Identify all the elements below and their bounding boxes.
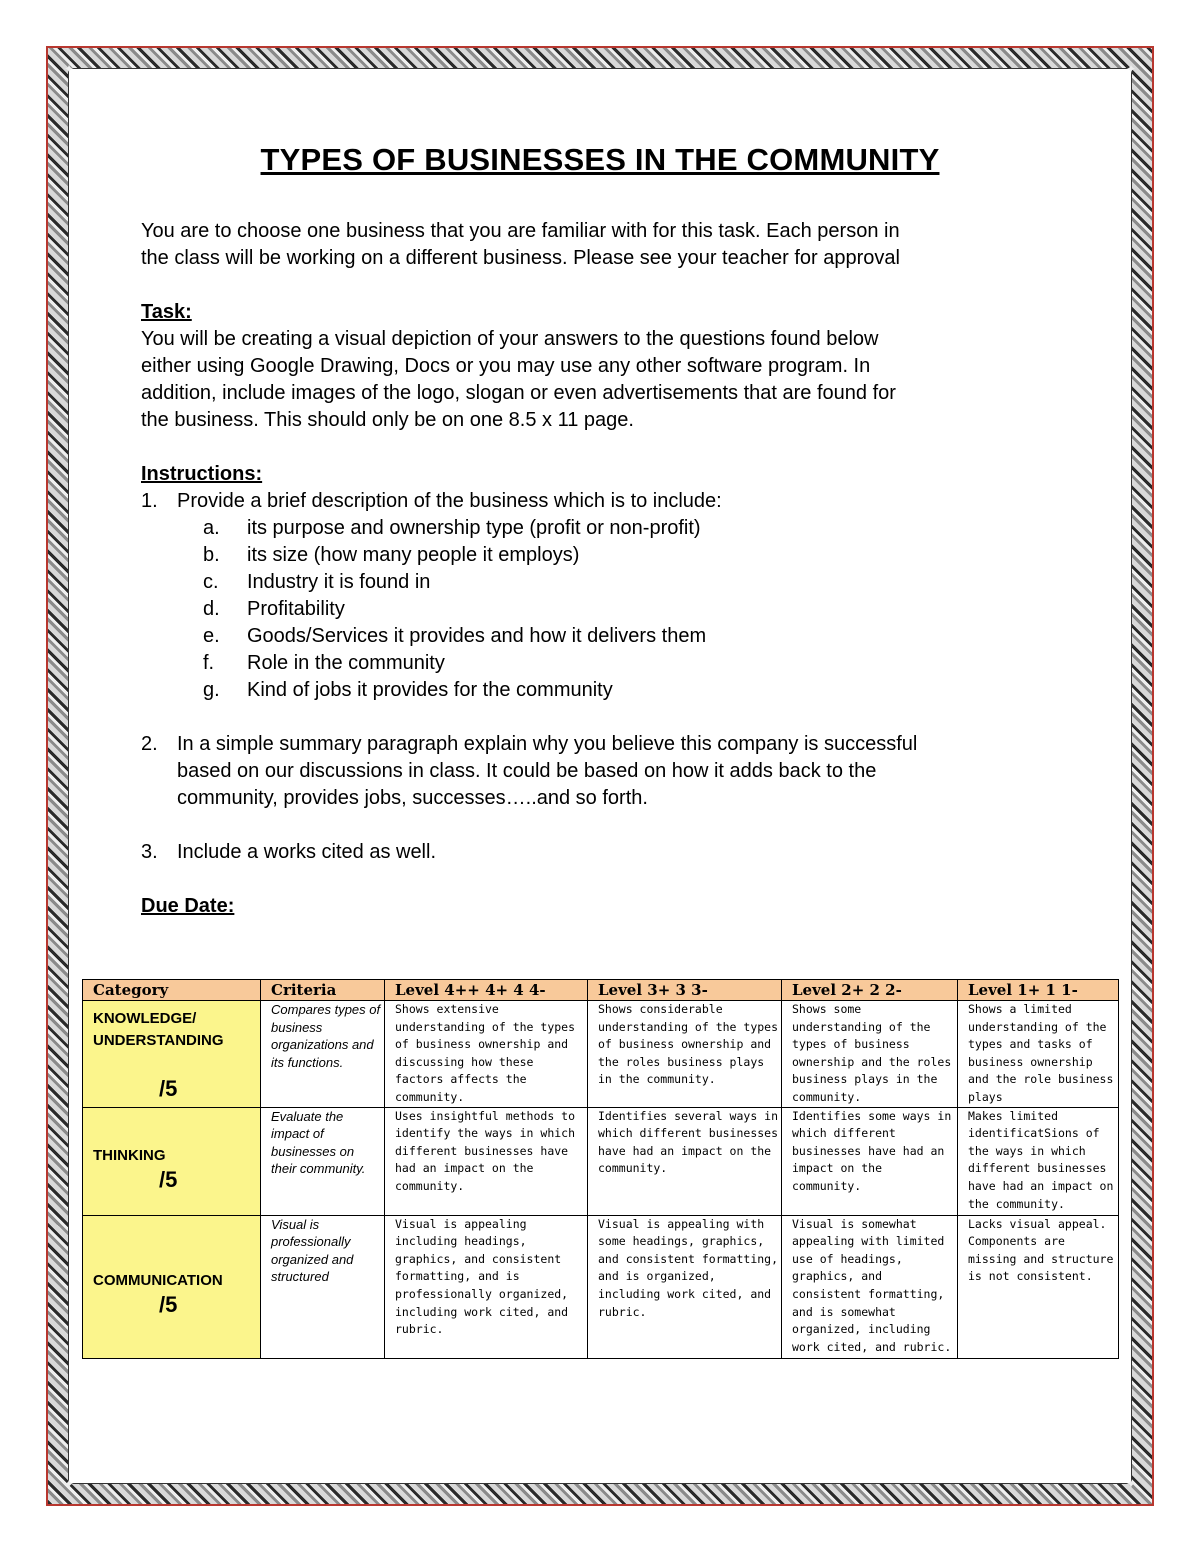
rubric-header-cell: Level 3+ 3 3- bbox=[588, 980, 782, 1001]
intro-line: You are to choose one business that you are familiar with for this task. Each person in bbox=[141, 220, 900, 242]
rubric-row bbox=[83, 1107, 1119, 1215]
rubric-level-cell: Shows some understanding of the types of business ownership and the roles business plays in the community. bbox=[782, 1001, 958, 1108]
item-text: Include a works cited as well. bbox=[177, 841, 437, 863]
rubric-level-cell: Visual is somewhat appealing with limited use of headings, graphics, and consistent formatting, and is somewhat organized, including work cited, and rubric. bbox=[782, 1215, 958, 1358]
sub-item bbox=[141, 623, 1071, 650]
rubric-level-cell: Identifies several ways in which different businesses have had an impact on the community. bbox=[588, 1107, 782, 1215]
sub-item bbox=[141, 569, 1071, 596]
rubric-header-cell: Level 1+ 1 1- bbox=[958, 980, 1119, 1001]
sub-item-text: its size (how many people it employs) bbox=[247, 544, 580, 566]
rubric-category-cell bbox=[83, 1001, 261, 1108]
rubric-level-cell: Shows a limited understanding of the types and tasks of business ownership and the role business plays bbox=[958, 1001, 1119, 1108]
category-name: KNOWLEDGE/ bbox=[93, 1010, 197, 1027]
sub-item bbox=[141, 515, 1071, 542]
rubric-row bbox=[83, 1215, 1119, 1358]
item-text: Provide a brief description of the business which is to include: bbox=[177, 490, 722, 512]
sub-item bbox=[141, 677, 1071, 704]
category-name: UNDERSTANDING bbox=[93, 1032, 224, 1049]
rubric-header-cell: Level 2+ 2 2- bbox=[782, 980, 958, 1001]
intro-line: the class will be working on a different business. Please see your teacher for approval bbox=[141, 247, 900, 269]
sub-item-letter: c. bbox=[203, 571, 219, 593]
rubric-criteria-cell: Compares types of business organizations and its functions. bbox=[261, 1001, 385, 1108]
instruction-item bbox=[141, 839, 1071, 866]
sub-item bbox=[141, 542, 1071, 569]
corner-ornament-icon: ✦ bbox=[63, 1477, 75, 1491]
instruction-item bbox=[141, 488, 1071, 515]
instructions-heading: Instructions: bbox=[141, 463, 263, 485]
rubric-level-cell: Shows extensive understanding of the types of business ownership and discussing how these factors affects the community. bbox=[385, 1001, 588, 1108]
item-text-line: community, provides jobs, successes…..and so forth. bbox=[177, 787, 648, 809]
sub-item-text: Kind of jobs it provides for the community bbox=[247, 679, 613, 701]
task-line: addition, include images of the logo, slogan or even advertisements that are found for bbox=[141, 382, 896, 404]
category-score: /5 bbox=[159, 1166, 178, 1192]
task-line: You will be creating a visual depiction of your answers to the questions found below bbox=[141, 328, 879, 350]
rubric-header-cell: Criteria bbox=[261, 980, 385, 1001]
corner-ornament-icon: ✦ bbox=[1125, 1477, 1137, 1491]
sub-item-text: Industry it is found in bbox=[247, 571, 431, 593]
rubric-category-cell bbox=[83, 1107, 261, 1215]
category-score: /5 bbox=[159, 1291, 178, 1317]
due-date-heading: Due Date: bbox=[141, 895, 235, 917]
rubric-header-row bbox=[83, 980, 1119, 1001]
sub-item-text: Profitability bbox=[247, 598, 345, 620]
sub-item-letter: b. bbox=[203, 544, 220, 566]
sub-item-text: Role in the community bbox=[247, 652, 445, 674]
category-name: THINKING bbox=[93, 1146, 166, 1164]
rubric-criteria-cell: Visual is professionally organized and structured bbox=[261, 1215, 385, 1358]
rubric-level-cell: Visual is appealing with some headings, graphics, and consistent formatting, and is organized, including work cited, and rubric. bbox=[588, 1215, 782, 1358]
item-number: 2. bbox=[141, 733, 158, 755]
category-name: COMMUNICATION bbox=[93, 1271, 223, 1289]
sub-item-letter: f. bbox=[203, 652, 215, 674]
instruction-item bbox=[141, 731, 1071, 812]
document-title: TYPES OF BUSINESSES IN THE COMMUNITY bbox=[260, 142, 940, 177]
rubric-level-cell: Makes limited identificatSions of the ways in which different businesses have had an impact on the community. bbox=[958, 1107, 1119, 1215]
item-number: 1. bbox=[141, 490, 158, 512]
rubric-level-cell: Uses insightful methods to identify the ways in which different businesses have had an impact on the community. bbox=[385, 1107, 588, 1215]
item-number: 3. bbox=[141, 841, 158, 863]
item-text-line: In a simple summary paragraph explain why you believe this company is successful bbox=[177, 733, 918, 755]
sub-item bbox=[141, 650, 1071, 677]
corner-ornament-icon: ✦ bbox=[1125, 62, 1137, 76]
sub-item-text: its purpose and ownership type (profit or non-profit) bbox=[247, 517, 701, 539]
task-heading: Task: bbox=[141, 301, 192, 323]
task-line: the business. This should only be on one 8.5 x 11 page. bbox=[141, 409, 634, 431]
rubric-level-cell: Identifies some ways in which different businesses have had an impact on the community. bbox=[782, 1107, 958, 1215]
rubric-table bbox=[82, 979, 1119, 1359]
rubric-row bbox=[83, 1001, 1119, 1108]
rubric-level-cell: Visual is appealing including headings, graphics, and consistent formatting, and is professionally organized, including work cited, and rubric. bbox=[385, 1215, 588, 1358]
corner-ornament-icon: ✦ bbox=[63, 62, 75, 76]
item-text-line: based on our discussions in class. It could be based on how it adds back to the bbox=[177, 760, 877, 782]
rubric-header-cell: Category bbox=[83, 980, 261, 1001]
rubric-criteria-cell: Evaluate the impact of businesses on their community. bbox=[261, 1107, 385, 1215]
rubric-level-cell: Lacks visual appeal. Components are missing and structure is not consistent. bbox=[958, 1215, 1119, 1358]
document-body bbox=[141, 218, 1071, 920]
sub-item-letter: a. bbox=[203, 517, 220, 539]
rubric-category-cell bbox=[83, 1215, 261, 1358]
sub-item-letter: g. bbox=[203, 679, 220, 701]
category-score: /5 bbox=[159, 1076, 178, 1101]
sub-item-text: Goods/Services it provides and how it delivers them bbox=[247, 625, 707, 647]
sub-item bbox=[141, 596, 1071, 623]
task-line: either using Google Drawing, Docs or you may use any other software program. In bbox=[141, 355, 871, 377]
sub-item-letter: d. bbox=[203, 598, 220, 620]
rubric-header-cell: Level 4++ 4+ 4 4- bbox=[385, 980, 588, 1001]
rubric-level-cell: Shows considerable understanding of the types of business ownership and the roles business plays in the community. bbox=[588, 1001, 782, 1108]
sub-item-letter: e. bbox=[203, 625, 220, 647]
